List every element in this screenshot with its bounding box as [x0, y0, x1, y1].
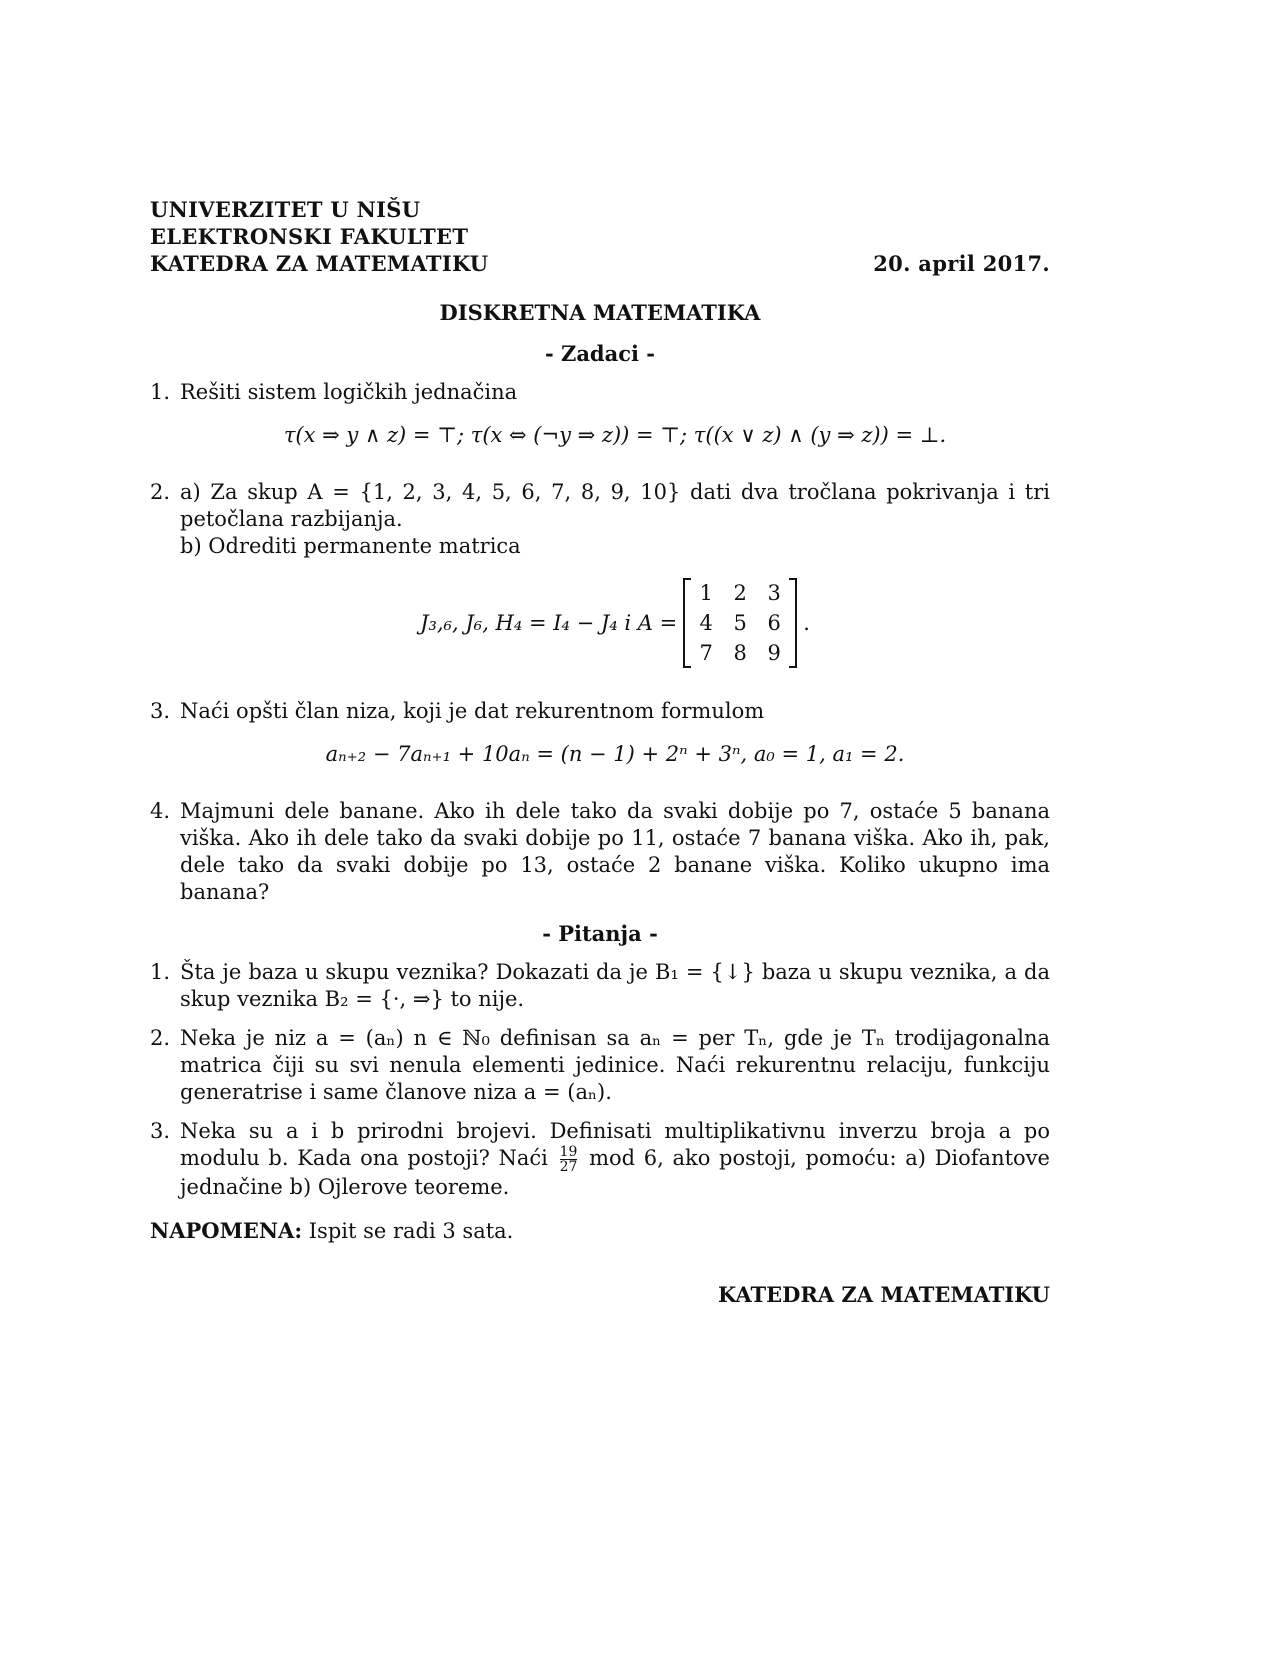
faculty-name: ELEKTRONSKI FAKULTET: [150, 224, 469, 249]
task-text: Naći opšti član niza, koji je dat rekurentnom formulom: [180, 699, 765, 723]
task-number: 3.: [150, 699, 171, 723]
question-3: [150, 1118, 1050, 1201]
matrix-suffix: .: [803, 610, 810, 635]
matrix-cell: 2: [733, 581, 747, 605]
matrix-cell: 3: [767, 581, 781, 605]
question-text-before: Neka su a i b prirodni brojevi. Definisati multiplikativnu inverzu broja a po modulu b. Kada ona postoji? Naći: [180, 1119, 1050, 1170]
question-number: 2.: [150, 1026, 171, 1050]
task-number: 1.: [150, 380, 171, 404]
question-text: Šta je baza u skupu veznika? Dokazati da je B₁ = {↓} baza u skupu veznika, a da skup veznika B₂ = {·, ⇒} to nije.: [180, 960, 1050, 1011]
note: [150, 1217, 1050, 1245]
exam-date: 20. april 2017.: [873, 251, 1050, 276]
matrix-cell: 1: [699, 581, 713, 605]
task-number: 4.: [150, 799, 171, 823]
question-text: Neka je niz a = (aₙ) n ∈ ℕ₀ definisan sa aₙ = per Tₙ, gde je Tₙ trodijagonalna matrica čiji su svi nenula elementi jedinice. Naći rekurentnu relaciju, funkciju generatrise i same članove niza a = (aₙ).: [180, 1026, 1050, 1104]
task-number: 2.: [150, 480, 171, 504]
questions-heading: - Pitanja -: [542, 921, 658, 946]
task-text-b: b) Odrediti permanente matrica: [180, 534, 521, 558]
task-text: Rešiti sistem logičkih jednačina: [180, 380, 518, 404]
matrix-a: [683, 578, 797, 668]
task-equation: τ(x ⇒ y ∧ z) = ⊤; τ(x ⇔ (¬y ⇒ z)) = ⊤; τ((x ∨ z) ∧ (y ⇒ z)) = ⊥.: [283, 423, 947, 447]
task-text-a: a) Za skup A = {1, 2, 3, 4, 5, 6, 7, 8, 9, 10} dati dva tročlana pokrivanja i tri petočlana razbijanja.: [180, 480, 1050, 531]
tasks-heading: - Zadaci -: [544, 341, 656, 366]
note-label: NAPOMENA:: [150, 1218, 303, 1243]
question-text-after: mod 6, ako postoji, pomoću: a) Diofantove jednačine b) Ojlerove teoreme.: [180, 1146, 1050, 1199]
question-text: [180, 1118, 1050, 1201]
task-1: [150, 379, 1050, 467]
matrix-cell: 6: [767, 611, 781, 635]
task-equation: aₙ₊₂ − 7aₙ₊₁ + 10aₙ = (n − 1) + 2ⁿ + 3ⁿ, a₀ = 1, a₁ = 2.: [325, 742, 905, 766]
task-text: Majmuni dele banane. Ako ih dele tako da svaki dobije po 7, ostaće 5 banana viška. Ako ih dele tako da svaki dobije po 11, ostaće 7 banana viška. Ako ih, pak, dele tako da svaki dobije po 13, ostaće 2 banane viška. Koliko ukupno ima banana?: [180, 799, 1050, 904]
page-title: DISKRETNA MATEMATIKA: [439, 300, 761, 325]
exam-page: [150, 196, 1050, 1308]
fraction-denominator: 27: [559, 1159, 578, 1175]
question-number: 1.: [150, 960, 171, 984]
task-3: [150, 698, 1050, 786]
matrix-cell: 8: [733, 641, 747, 665]
matrix-cell: 7: [699, 641, 713, 665]
task-2: [150, 479, 1050, 686]
matrix-expression: [180, 578, 1050, 668]
matrix-prefix: J₃,₆, J₆, H₄ = I₄ − J₄ i A =: [420, 610, 678, 635]
matrix-cell: 5: [733, 611, 747, 635]
footer-department: KATEDRA ZA MATEMATIKU: [717, 1282, 1050, 1307]
department-row: [150, 250, 1050, 277]
task-4: [150, 798, 1050, 906]
department-name: KATEDRA ZA MATEMATIKU: [150, 251, 489, 276]
note-text: Ispit se radi 3 sata.: [308, 1219, 514, 1243]
fraction: [560, 1145, 578, 1174]
matrix-cell: 9: [767, 641, 781, 665]
university-name: UNIVERZITET U NIŠU: [150, 197, 421, 222]
question-1: [150, 959, 1050, 1013]
question-2: [150, 1025, 1050, 1106]
question-number: 3.: [150, 1119, 171, 1143]
fraction-numerator: 19: [559, 1144, 578, 1160]
matrix-cell: 4: [699, 611, 713, 635]
